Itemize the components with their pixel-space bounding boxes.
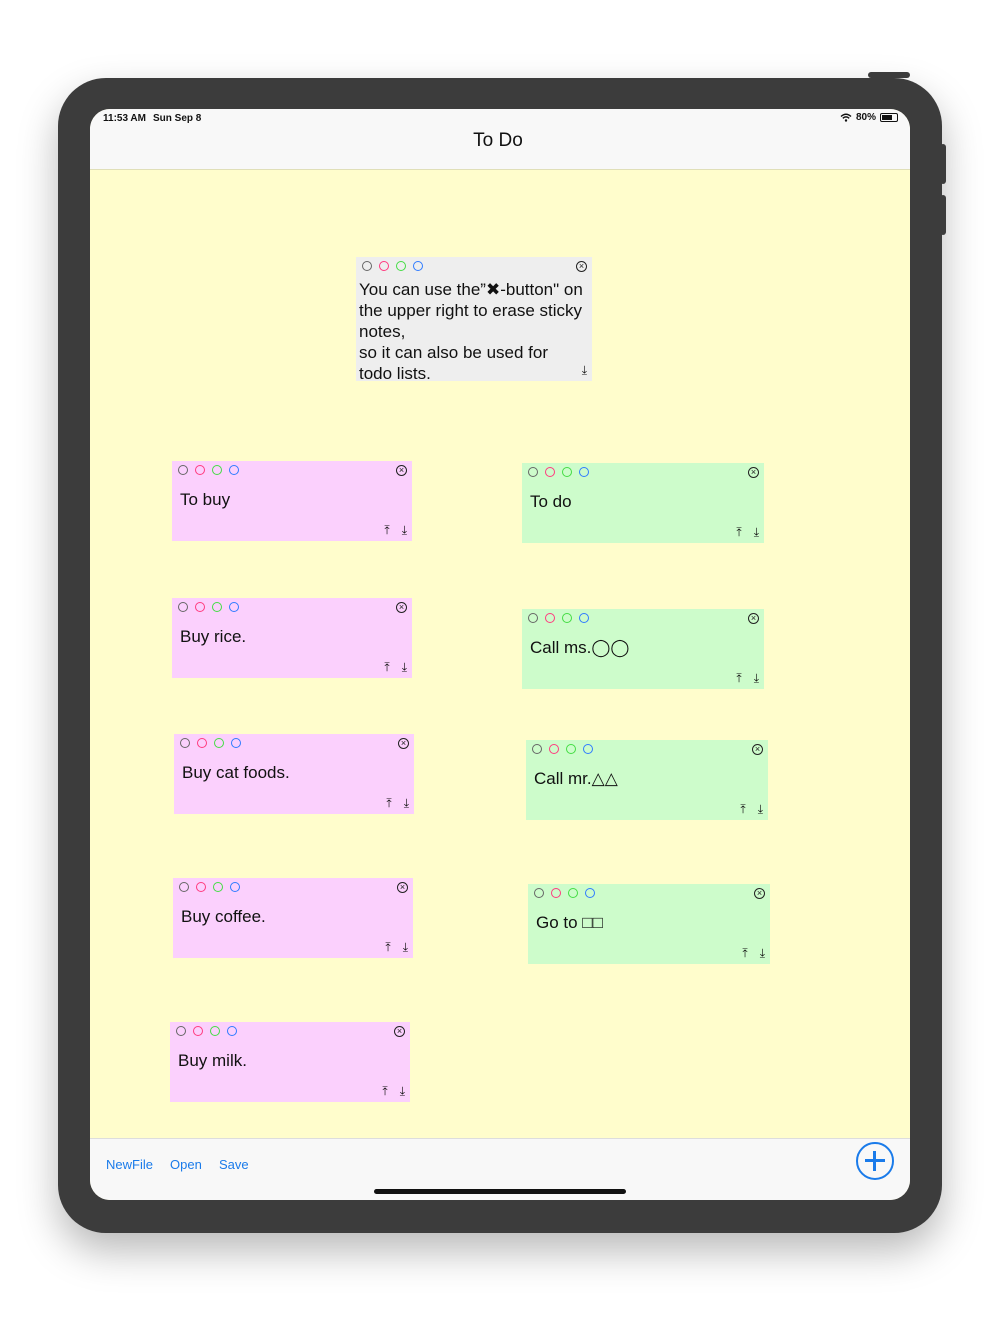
newfile-button[interactable]: NewFile <box>106 1157 153 1172</box>
reorder-controls <box>582 363 587 378</box>
reorder-controls <box>742 946 765 961</box>
sticky-note[interactable] <box>528 884 770 964</box>
arrow-up-icon[interactable]: ⤒ <box>740 802 746 816</box>
arrow-down-icon[interactable]: ⤓ <box>759 946 765 960</box>
gray-color-dot[interactable] <box>178 465 188 475</box>
volume-up-button <box>940 144 946 184</box>
sticky-note[interactable] <box>170 1022 410 1102</box>
reorder-controls <box>382 1084 405 1099</box>
blue-color-dot[interactable] <box>579 467 589 477</box>
gray-color-dot[interactable] <box>534 888 544 898</box>
battery-fill <box>882 115 892 120</box>
arrow-down-icon[interactable]: ⤓ <box>399 1084 405 1098</box>
pink-color-dot[interactable] <box>197 738 207 748</box>
close-icon[interactable]: × <box>396 465 407 476</box>
blue-color-dot[interactable] <box>230 882 240 892</box>
arrow-down-icon[interactable]: ⤓ <box>581 363 587 377</box>
sticky-note[interactable] <box>526 740 768 820</box>
sticky-note[interactable] <box>522 463 764 543</box>
close-icon[interactable]: × <box>752 744 763 755</box>
reorder-controls <box>740 802 763 817</box>
color-picker <box>178 602 239 612</box>
color-picker <box>179 882 240 892</box>
pink-color-dot[interactable] <box>193 1026 203 1036</box>
arrow-down-icon[interactable]: ⤓ <box>401 660 407 674</box>
blue-color-dot[interactable] <box>583 744 593 754</box>
reorder-controls <box>384 523 407 538</box>
green-color-dot[interactable] <box>213 882 223 892</box>
reorder-controls <box>736 525 759 540</box>
sticky-note[interactable] <box>172 461 412 541</box>
wifi-icon <box>840 113 852 122</box>
color-picker <box>528 613 589 623</box>
blue-color-dot[interactable] <box>231 738 241 748</box>
reorder-controls <box>384 660 407 675</box>
volume-down-button <box>940 195 946 235</box>
note-text[interactable]: To buy <box>180 490 231 509</box>
green-color-dot[interactable] <box>214 738 224 748</box>
home-indicator <box>374 1189 626 1194</box>
reorder-controls <box>386 796 409 811</box>
reorder-controls <box>736 671 759 686</box>
green-color-dot[interactable] <box>212 602 222 612</box>
color-picker <box>178 465 239 475</box>
color-picker <box>180 738 241 748</box>
blue-color-dot[interactable] <box>229 465 239 475</box>
gray-color-dot[interactable] <box>179 882 189 892</box>
gray-color-dot[interactable] <box>528 613 538 623</box>
note-text[interactable]: Buy milk. <box>178 1051 247 1070</box>
pink-color-dot[interactable] <box>551 888 561 898</box>
sticky-note[interactable] <box>522 609 764 689</box>
note-text[interactable]: You can use the”✖-button" on the upper right to erase sticky notes, so it can also be used for todo lists. <box>359 280 583 383</box>
close-icon[interactable]: × <box>754 888 765 899</box>
color-picker <box>176 1026 237 1036</box>
sticky-note[interactable] <box>356 257 592 381</box>
gray-color-dot[interactable] <box>532 744 542 754</box>
sticky-note[interactable] <box>173 878 413 958</box>
battery-percent: 80% <box>855 112 876 123</box>
save-button[interactable]: Save <box>219 1157 249 1172</box>
arrow-down-icon[interactable]: ⤓ <box>403 796 409 810</box>
note-text[interactable]: Call mr.△△ <box>534 769 618 788</box>
color-picker <box>532 744 593 754</box>
gray-color-dot[interactable] <box>178 602 188 612</box>
color-picker <box>528 467 589 477</box>
pink-color-dot[interactable] <box>196 882 206 892</box>
note-text[interactable]: To do <box>530 492 572 511</box>
note-text[interactable]: Buy coffee. <box>181 907 266 926</box>
arrow-up-icon[interactable]: ⤒ <box>742 946 748 960</box>
gray-color-dot[interactable] <box>180 738 190 748</box>
blue-color-dot[interactable] <box>227 1026 237 1036</box>
close-icon[interactable]: × <box>748 467 759 478</box>
add-note-button[interactable] <box>856 1142 894 1180</box>
page-title: To Do <box>398 123 598 153</box>
status-right <box>840 112 898 123</box>
arrow-down-icon[interactable]: ⤓ <box>753 525 759 539</box>
close-icon[interactable]: × <box>396 602 407 613</box>
arrow-up-icon[interactable]: ⤒ <box>736 671 742 685</box>
pink-color-dot[interactable] <box>545 613 555 623</box>
sticky-note[interactable] <box>174 734 414 814</box>
pink-color-dot[interactable] <box>545 467 555 477</box>
green-color-dot[interactable] <box>396 261 406 271</box>
power-button <box>868 72 910 78</box>
arrow-up-icon[interactable]: ⤒ <box>384 523 390 537</box>
green-color-dot[interactable] <box>568 888 578 898</box>
arrow-up-icon[interactable]: ⤒ <box>385 940 391 954</box>
battery-icon <box>880 113 898 122</box>
green-color-dot[interactable] <box>210 1026 220 1036</box>
green-color-dot[interactable] <box>212 465 222 475</box>
gray-color-dot[interactable] <box>176 1026 186 1036</box>
close-icon[interactable]: × <box>398 738 409 749</box>
close-icon[interactable]: × <box>397 882 408 893</box>
green-color-dot[interactable] <box>562 613 572 623</box>
note-text[interactable]: Buy rice. <box>180 627 247 646</box>
arrow-down-icon[interactable]: ⤓ <box>757 802 763 816</box>
status-time: 11:53 AM <box>103 113 146 124</box>
reorder-controls <box>385 940 408 955</box>
status-date: Sun Sep 8 <box>153 113 202 124</box>
blue-color-dot[interactable] <box>413 261 423 271</box>
close-icon[interactable]: × <box>748 613 759 624</box>
bottom-toolbar <box>90 1138 910 1200</box>
note-text[interactable]: Go to □□ <box>536 913 603 932</box>
arrow-up-icon[interactable]: ⤒ <box>382 1084 388 1098</box>
open-button[interactable]: Open <box>170 1157 202 1172</box>
blue-color-dot[interactable] <box>585 888 595 898</box>
arrow-up-icon[interactable]: ⤒ <box>384 660 390 674</box>
arrow-down-icon[interactable]: ⤓ <box>401 523 407 537</box>
blue-color-dot[interactable] <box>229 602 239 612</box>
note-text[interactable]: Call ms.◯◯ <box>530 638 630 657</box>
screen <box>90 109 910 1200</box>
color-picker <box>534 888 595 898</box>
pink-color-dot[interactable] <box>195 465 205 475</box>
color-picker <box>362 261 423 271</box>
green-color-dot[interactable] <box>566 744 576 754</box>
pink-color-dot[interactable] <box>379 261 389 271</box>
arrow-down-icon[interactable]: ⤓ <box>753 671 759 685</box>
pink-color-dot[interactable] <box>195 602 205 612</box>
arrow-up-icon[interactable]: ⤒ <box>736 525 742 539</box>
note-text[interactable]: Buy cat foods. <box>182 763 290 782</box>
arrow-up-icon[interactable]: ⤒ <box>386 796 392 810</box>
blue-color-dot[interactable] <box>579 613 589 623</box>
arrow-down-icon[interactable]: ⤓ <box>402 940 408 954</box>
gray-color-dot[interactable] <box>362 261 372 271</box>
close-icon[interactable]: × <box>576 261 587 272</box>
sticky-note[interactable] <box>172 598 412 678</box>
close-icon[interactable]: × <box>394 1026 405 1037</box>
green-color-dot[interactable] <box>562 467 572 477</box>
pink-color-dot[interactable] <box>549 744 559 754</box>
gray-color-dot[interactable] <box>528 467 538 477</box>
